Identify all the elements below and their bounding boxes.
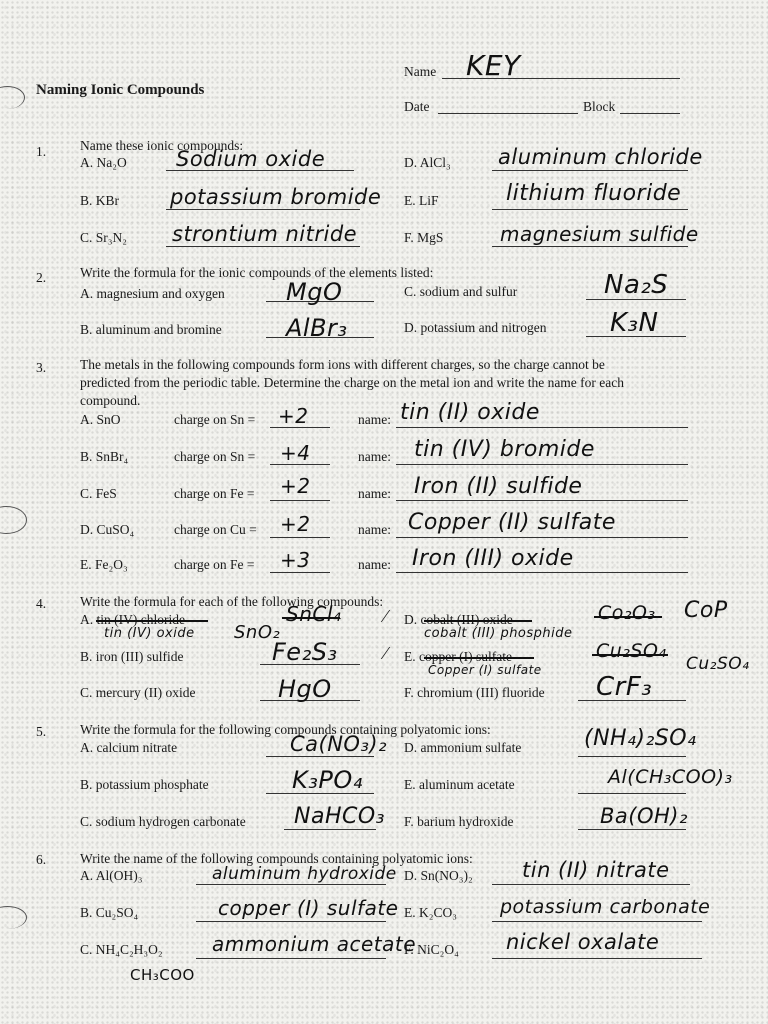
q3-instructions-2: predicted from the periodic table. Determine the charge on the metal ion and write the name for each (80, 375, 625, 390)
q4-e-check-mark: ⁄ (384, 643, 388, 663)
q3-c-name-line (396, 500, 688, 501)
q4-a-answer-struck: SnCl₄ (286, 602, 342, 626)
q4-a-label-strikeout (96, 620, 208, 622)
q4-a-answer: SnO₂ (234, 622, 281, 643)
q5-d-answer: (NH₄)₂SO₄ (584, 726, 697, 751)
q5-a-line (266, 756, 374, 757)
q4-a-answer-strikeout (282, 617, 340, 619)
q6-d-line (492, 884, 690, 885)
q6-number: 6. (36, 852, 47, 867)
q3-instructions-1: The metals in the following compounds form ions with different charges, so the charge cannot be (80, 357, 605, 372)
q5-c-answer: NaHCO₃ (294, 804, 385, 829)
q1-f-label: F. MgS (404, 230, 444, 245)
q4-instructions: Write the formula for each of the following compounds: (80, 594, 384, 609)
q3-b-charge: +4 (280, 441, 311, 465)
q5-number: 5. (36, 724, 47, 739)
q5-c-line (284, 829, 376, 830)
q6-e-line (492, 921, 702, 922)
q4-d-label: D. cobalt (III) oxide (404, 612, 513, 627)
q6-b-line (196, 921, 386, 922)
q1-b-line (166, 209, 360, 210)
date-label: Date (404, 99, 430, 114)
q3-e-label: E. Fe₂O₃ (80, 557, 128, 572)
q6-c-answer: ammonium acetate (212, 932, 417, 956)
q3-a-name: tin (II) oxide (400, 400, 540, 425)
q3-d-charge-line (270, 537, 330, 538)
q1-d-label: D. AlCl₃ (404, 155, 451, 170)
q4-e-replacement: Copper (I) sulfate (428, 663, 542, 677)
q4-d-check-mark: ⁄ (384, 606, 388, 626)
q2-c-label: C. sodium and sulfur (404, 284, 518, 299)
q4-d-answer-struck: Co₂O₃ (598, 602, 656, 624)
binder-hole-bottom (0, 906, 27, 929)
q3-c-label: C. FeS (80, 486, 117, 501)
q3-d-charge: +2 (280, 512, 311, 536)
q4-e-label-strikeout (424, 657, 534, 659)
binder-hole-middle (0, 506, 27, 534)
q1-number: 1. (36, 144, 47, 159)
q3-a-name-label: name: (358, 412, 391, 427)
q4-f-answer: CrF₃ (596, 672, 653, 702)
q6-c-line (196, 958, 386, 959)
q4-e-answer-strikeout (592, 654, 668, 656)
q2-b-answer: AlBr₃ (286, 314, 348, 342)
q1-b-answer: potassium bromide (170, 185, 382, 209)
binder-hole-top (0, 86, 25, 109)
q3-b-name: tin (IV) bromide (414, 437, 595, 462)
q3-a-charge: +2 (278, 404, 309, 428)
q4-d-replacement: cobalt (III) phosphide (424, 626, 573, 641)
q1-a-label: A. Na₂O (80, 155, 127, 170)
q6-e-label: E. K₂CO₃ (404, 905, 457, 920)
q5-f-answer: Ba(OH)₂ (600, 804, 688, 828)
q3-c-charge-line (270, 500, 330, 501)
date-line (438, 113, 578, 114)
q2-a-answer: MgO (286, 278, 343, 306)
q5-c-label: C. sodium hydrogen carbonate (80, 814, 246, 829)
q6-d-label: D. Sn(NO₃)₂ (404, 868, 473, 883)
q5-b-label: B. potassium phosphate (80, 777, 209, 792)
q6-f-answer: nickel oxalate (506, 930, 660, 954)
q2-instructions: Write the formula for the ionic compounds of the elements listed: (80, 265, 434, 280)
q5-e-label: E. aluminum acetate (404, 777, 515, 792)
q3-c-charge: +2 (280, 474, 311, 498)
q6-b-answer: copper (I) sulfate (218, 896, 399, 920)
q3-a-name-line (396, 427, 688, 428)
q3-c-name-label: name: (358, 486, 391, 501)
q1-c-answer: strontium nitride (172, 222, 358, 246)
q1-c-label: C. Sr₃N₂ (80, 230, 127, 245)
q1-e-line (492, 209, 688, 210)
q1-c-line (166, 246, 360, 247)
q1-instructions: Name these ionic compounds: (80, 138, 244, 153)
q2-a-label: A. magnesium and oxygen (80, 286, 225, 301)
q4-d-answer: CoP (684, 598, 728, 623)
q1-b-label: B. KBr (80, 193, 120, 208)
q2-d-answer: K₃N (610, 308, 659, 338)
q1-f-answer: magnesium sulfide (500, 222, 699, 246)
q3-b-label: B. SnBr₄ (80, 449, 129, 464)
q6-b-label: B. Cu₂SO₄ (80, 905, 139, 920)
q3-b-name-line (396, 464, 688, 465)
q4-f-label: F. chromium (III) fluoride (404, 685, 545, 700)
q5-d-line (578, 756, 686, 757)
q5-b-answer: K₃PO₄ (292, 766, 363, 794)
q3-d-name: Copper (II) sulfate (408, 510, 616, 535)
q4-c-answer: HgO (278, 675, 332, 703)
q3-b-charge-label: charge on Sn = (174, 449, 256, 464)
q1-d-answer: aluminum chloride (498, 145, 703, 169)
q3-d-name-line (396, 537, 688, 538)
q4-d-label-strikeout (424, 620, 532, 622)
q5-f-line (578, 829, 686, 830)
q1-f-line (492, 246, 688, 247)
q3-c-name: Iron (II) sulfide (414, 474, 583, 499)
q4-b-answer: Fe₂S₃ (272, 638, 338, 666)
name-label: Name (404, 64, 437, 79)
q4-a-label: A. tin (IV) chloride (80, 612, 185, 627)
q2-b-label: B. aluminum and bromine (80, 322, 222, 337)
block-line (620, 113, 680, 114)
q5-e-line (578, 793, 686, 794)
q1-e-label: E. LiF (404, 193, 439, 208)
q3-e-name: Iron (III) oxide (412, 546, 574, 571)
block-label: Block (583, 99, 616, 114)
q5-a-answer: Ca(NO₃)₂ (290, 732, 387, 756)
q3-e-charge: +3 (280, 548, 311, 572)
name-value: KEY (466, 49, 521, 82)
q2-d-label: D. potassium and nitrogen (404, 320, 547, 335)
q5-f-label: F. barium hydroxide (404, 814, 514, 829)
q6-a-answer: aluminum hydroxide (212, 864, 397, 884)
q6-a-label: A. Al(OH)₃ (80, 868, 143, 883)
q6-f-label: F. NiC₂O₄ (404, 942, 459, 957)
q5-a-label: A. calcium nitrate (80, 740, 178, 755)
q3-e-name-label: name: (358, 557, 391, 572)
q5-instructions: Write the formula for the following compounds containing polyatomic ions: (80, 722, 491, 737)
q6-instructions: Write the name of the following compounds containing polyatomic ions: (80, 851, 473, 866)
q3-d-charge-label: charge on Cu = (174, 522, 257, 537)
q1-e-answer: lithium fluoride (506, 181, 682, 206)
q1-a-answer: Sodium oxide (176, 147, 326, 171)
q6-f-line (492, 958, 702, 959)
q2-c-answer: Na₂S (604, 270, 669, 300)
q4-e-label: E. copper (I) sulfate (404, 649, 512, 664)
q5-e-answer: Al(CH₃COO)₃ (608, 766, 733, 788)
q6-e-answer: potassium carbonate (500, 896, 711, 918)
q3-instructions-3: compound. (80, 393, 141, 408)
q4-d-answer-strikeout (594, 616, 662, 618)
q3-e-charge-line (270, 572, 330, 573)
q3-a-charge-label: charge on Sn = (174, 412, 256, 427)
q2-number: 2. (36, 270, 47, 285)
q3-d-name-label: name: (358, 522, 391, 537)
q6-d-answer: tin (II) nitrate (522, 858, 670, 882)
q3-e-charge-label: charge on Fe = (174, 557, 255, 572)
q3-d-label: D. CuSO₄ (80, 522, 135, 537)
q3-a-label: A. SnO (80, 412, 121, 427)
q3-b-name-label: name: (358, 449, 391, 464)
q1-d-line (492, 170, 688, 171)
q4-e-answer: Cu₂SO₄ (686, 654, 750, 674)
worksheet-title: Naming Ionic Compounds (36, 82, 205, 98)
q3-c-charge-label: charge on Fe = (174, 486, 255, 501)
q3-e-name-line (396, 572, 688, 573)
q4-e-answer-struck: Cu₂SO₄ (596, 640, 667, 662)
q4-a-replacement: tin (IV) oxide (104, 626, 195, 641)
q6-c-note: CH₃COO (130, 966, 195, 984)
q4-b-label: B. iron (III) sulfide (80, 649, 184, 664)
q3-number: 3. (36, 360, 47, 375)
q5-d-label: D. ammonium sulfate (404, 740, 522, 755)
q4-number: 4. (36, 596, 47, 611)
q6-a-line (196, 884, 386, 885)
q6-c-label: C. NH₄C₂H₃O₂ (80, 942, 163, 957)
q4-c-label: C. mercury (II) oxide (80, 685, 196, 700)
